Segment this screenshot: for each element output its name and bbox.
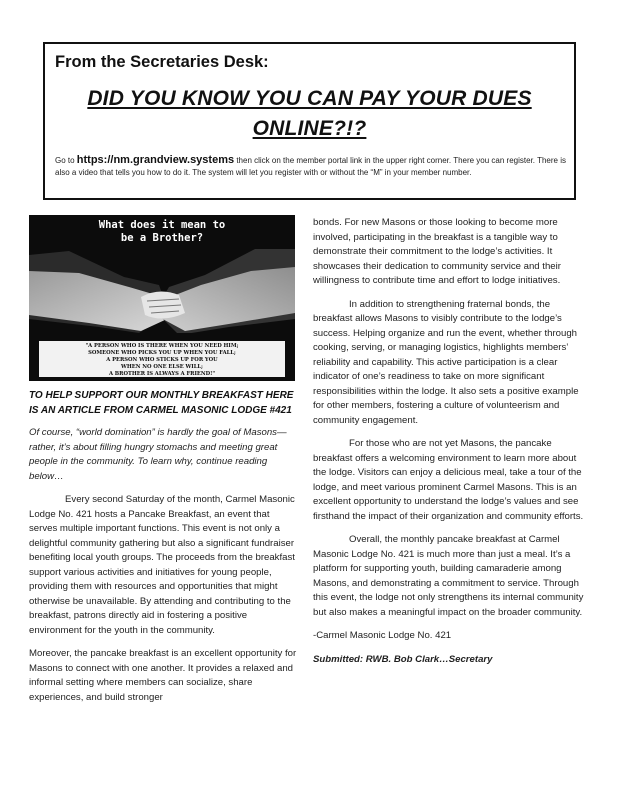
article-right-column — [313, 216, 585, 676]
notice-instructions — [55, 154, 570, 179]
article-signature: -Carmel Masonic Lodge No. 421 — [313, 630, 452, 641]
article-paragraph-2-start: Moreover, the pancake breakfast is an excellent opportunity for Masons to connect with one another. It provides a relaxed and informal setting where members can socialize, share experiences, and build stronger — [29, 648, 297, 703]
article-intro: Of course, “world domination” is hardly the goal of Masons—rather, it’s about filling hungry stomachs and meeting great people in the community. To learn why, continue reading below… — [29, 427, 287, 482]
article-paragraph-5: Overall, the monthly pancake breakfast at Carmel Masonic Lodge No. 421 is much more than just a meal. It’s a platform for supporting youth, building camaraderie among Masons, and demonstrating a commitment to service. Through this event, the lodge not only strengthens its internal community but also makes a meaningful impact on the broader community. — [313, 534, 584, 618]
image-quote-text: "A PERSON WHO IS THERE WHEN YOU NEED HIM; SOMEONE WHO PICKS YOU UP WHEN YOU FALL; A PERSON WHO STICKS UP FOR YOU WHEN NO ONE ELSE WILL; A BROTHER IS ALWAYS A FRIEND!" — [85, 343, 239, 377]
notice-text-after-url: then click on the member portal link in the upper right corner. There you can register. There is also a video that tells you how to do it. The system will let you register with or without the “M” in your member number. — [55, 156, 566, 177]
article-heading: TO HELP SUPPORT OUR MONTHLY BREAKFAST HERE IS AN ARTICLE FROM CARMEL MASONIC LODGE #421 — [29, 390, 294, 416]
headline-line-2: ONLINE?!? — [252, 117, 367, 140]
article-paragraph-1: Every second Saturday of the month, Carmel Masonic Lodge No. 421 hosts a Pancake Breakfast, an event that serves multiple important functions. This event is not only a delightful community gathering but also a significant fundraiser benefiting local youth groups. The proceeds from the breakfast support various activities and initiatives for young people, providing them with resources and opportunities that might otherwise be unavailable. By attending and contributing to the breakfast, patrons directly aid in fostering a positive environment for the youth in the community. — [29, 494, 295, 636]
dues-notice-box — [43, 42, 576, 200]
image-question-text: What does it mean to be a Brother? — [98, 219, 226, 244]
submitted-by: Submitted: RWB. Bob Clark…Secretary — [313, 653, 493, 665]
notice-text-before-url: Go to — [55, 156, 77, 165]
article-left-column — [29, 388, 299, 705]
brotherhood-handshake-image — [29, 215, 295, 381]
article-paragraph-3: In addition to strengthening fraternal bonds, the breakfast allows Masons to visibly contribute to the lodge’s success. Helping organize and run the event, whether through cooking, serving, or managing logistics, highlights members’ reliability and capability. This active participation is a clear indicator of one’s readiness to take on more significant responsibilities within the lodge. It also sets a positive example for other members, fostering a culture of volunteerism and community engagement. — [313, 298, 579, 426]
notice-headline — [45, 84, 574, 144]
article-paragraph-2-end: bonds. For new Masons or those looking to become more involved, participating in the breakfast is a tangible way to demonstrate their commitment to the lodge’s activities. It showcases their dedication to community service and their willingness to contribute time and effort to lodge initiatives. — [313, 217, 561, 286]
article-paragraph-4: For those who are not yet Masons, the pancake breakfast offers a welcoming environment to learn more about the lodge. Visitors can enjoy a delicious meal, take a tour of the lodge, and meet various prominent Carmel Masons. This is an excellent opportunity to understand the lodge’s values and see firsthand the impact of their organization and community efforts. — [313, 438, 584, 522]
portal-url-link[interactable]: https://nm.grandview.systems — [76, 154, 235, 166]
headline-line-1: DID YOU KNOW YOU CAN PAY YOUR DUES — [87, 87, 532, 110]
notice-title: From the Secretaries Desk: — [55, 53, 269, 71]
